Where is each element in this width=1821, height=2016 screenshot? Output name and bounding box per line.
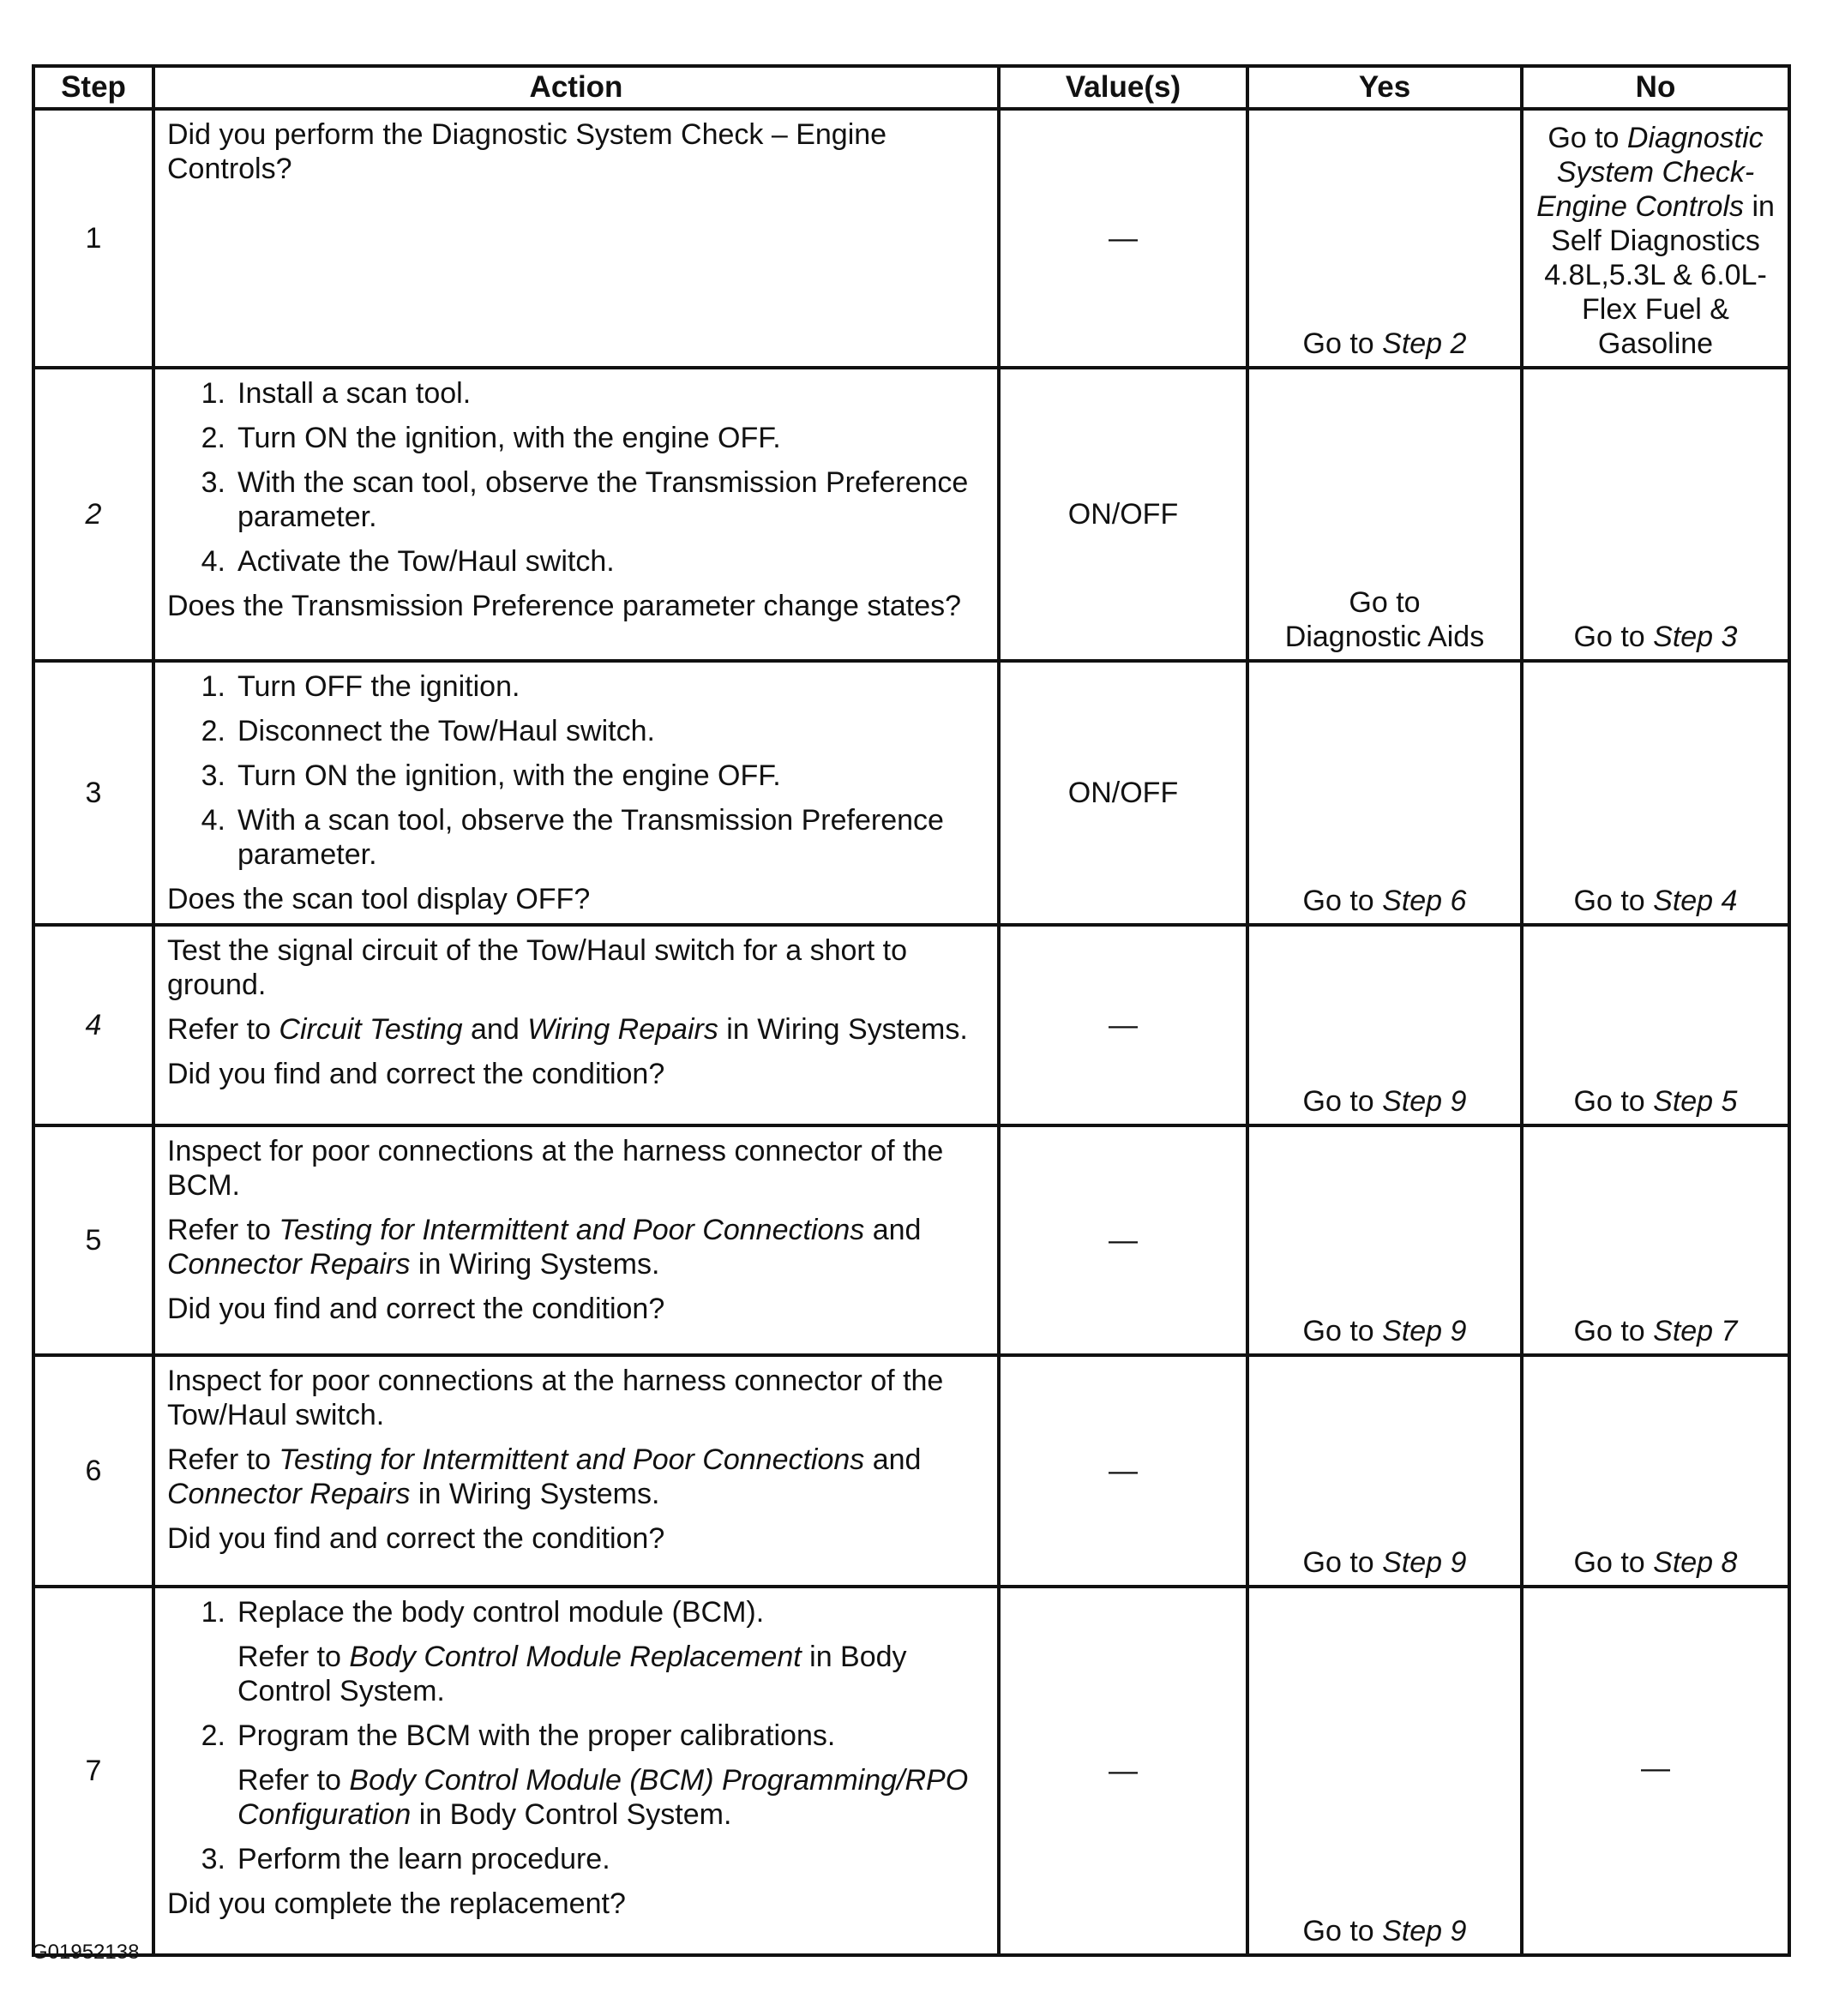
no-cell: [1522, 368, 1789, 661]
table-row: [33, 661, 1789, 925]
connector-repairs-link[interactable]: Connector Repairs: [167, 1478, 411, 1510]
no-prefix: Go to: [1573, 885, 1654, 917]
action-text: Inspect for poor connections at the harness connector of the BCM.: [167, 1135, 944, 1202]
wiring-repairs-link[interactable]: Wiring Repairs: [527, 1013, 718, 1046]
table-row: [33, 109, 1789, 368]
no-suffix: in Self Diagnostics 4.8L,5.3L & 6.0L-Flex Fuel & Gasoline: [1544, 190, 1775, 360]
header-row: [33, 66, 1789, 109]
ref-mid: and: [864, 1443, 922, 1476]
ref-prefix: Refer to: [167, 1443, 279, 1476]
list-item: [167, 669, 989, 704]
list-item: [167, 376, 989, 411]
table-row: [33, 368, 1789, 661]
list-text: Turn ON the ignition, with the engine OFF.: [237, 422, 781, 454]
list-text: With the scan tool, observe the Transmission Preference parameter.: [237, 466, 969, 533]
list-item: [167, 1842, 989, 1876]
list-text: Activate the Tow/Haul switch.: [237, 545, 615, 578]
header-no: No: [1522, 66, 1789, 109]
list-text: [237, 1719, 989, 1832]
list-text: Turn ON the ignition, with the engine OFF.: [237, 759, 781, 792]
step-link[interactable]: Step 9: [1382, 1315, 1467, 1347]
yes-cell: [1247, 925, 1522, 1125]
yes-cell: [1247, 368, 1522, 661]
action-reference: [167, 1213, 989, 1281]
figure-id: G01952138: [32, 1941, 140, 1964]
intermittent-connections-link[interactable]: Testing for Intermittent and Poor Connections: [279, 1443, 865, 1476]
step-number: 7: [33, 1587, 153, 1955]
step-link[interactable]: Step 6: [1382, 885, 1467, 917]
step-instruction: Program the BCM with the proper calibrations.: [237, 1719, 836, 1752]
action-cell: [153, 1355, 999, 1587]
step-number: 2: [33, 368, 153, 661]
value-cell: —: [999, 1125, 1247, 1355]
action-list: [167, 376, 989, 579]
ref-suffix: in Body Control System.: [237, 1641, 907, 1707]
action-question: Did you find and correct the condition?: [167, 1058, 665, 1090]
diagnostic-table: [32, 64, 1791, 1957]
step-number: 4: [33, 925, 153, 1125]
header-step: Step: [33, 66, 153, 109]
step-number: 6: [33, 1355, 153, 1587]
action-reference: [167, 1012, 989, 1047]
list-item: [167, 803, 989, 872]
ref-prefix: Refer to: [167, 1214, 279, 1246]
action-question: Did you complete the replacement?: [167, 1887, 626, 1920]
list-number: 2.: [201, 1719, 225, 1752]
step-link[interactable]: Step 9: [1382, 1085, 1467, 1118]
no-prefix: Go to: [1573, 1546, 1654, 1579]
yes-prefix: Go to: [1302, 885, 1383, 917]
value-cell: —: [999, 1587, 1247, 1955]
no-cell: [1522, 661, 1789, 925]
action-text: Test the signal circuit of the Tow/Haul switch for a short to ground.: [167, 934, 907, 1001]
step-link[interactable]: Step 9: [1382, 1915, 1467, 1947]
list-number: 3.: [201, 759, 225, 792]
value-cell: ON/OFF: [999, 661, 1247, 925]
no-prefix: Go to: [1573, 621, 1654, 653]
table-row: [33, 1355, 1789, 1587]
list-item: [167, 759, 989, 793]
ref-suffix: in Wiring Systems.: [718, 1013, 968, 1046]
list-text: With a scan tool, observe the Transmission Preference parameter.: [237, 804, 944, 871]
yes-prefix: Go to: [1349, 586, 1421, 619]
intermittent-connections-link[interactable]: Testing for Intermittent and Poor Connections: [279, 1214, 865, 1246]
step-number: 3: [33, 661, 153, 925]
step-link[interactable]: Step 2: [1382, 327, 1467, 360]
yes-cell: [1247, 109, 1522, 368]
list-number: 4.: [201, 545, 225, 578]
list-item: [167, 421, 989, 455]
circuit-testing-link[interactable]: Circuit Testing: [279, 1013, 463, 1046]
no-cell: [1522, 1355, 1789, 1587]
value-cell: —: [999, 109, 1247, 368]
list-number: 2.: [201, 422, 225, 454]
yes-prefix: Go to: [1302, 1546, 1383, 1579]
bcm-programming-link[interactable]: Body Control Module (BCM) Programming/RPO Configuration: [237, 1764, 969, 1831]
header-action: Action: [153, 66, 999, 109]
action-question: Did you find and correct the condition?: [167, 1293, 665, 1325]
sub-reference: [237, 1640, 989, 1708]
list-text: [237, 1595, 989, 1708]
list-number: 1.: [201, 377, 225, 410]
list-number: 2.: [201, 715, 225, 747]
list-number: 1.: [201, 1596, 225, 1629]
bcm-replacement-link[interactable]: Body Control Module Replacement: [349, 1641, 802, 1673]
list-text: Install a scan tool.: [237, 377, 472, 410]
step-link[interactable]: Step 9: [1382, 1546, 1467, 1579]
connector-repairs-link[interactable]: Connector Repairs: [167, 1248, 411, 1281]
list-item: [167, 465, 989, 534]
no-cell: [1522, 109, 1789, 368]
yes-prefix: Go to: [1302, 327, 1383, 360]
step-link[interactable]: Step 4: [1653, 885, 1738, 917]
table-row: [33, 1125, 1789, 1355]
action-text: Inspect for poor connections at the harness connector of the Tow/Haul switch.: [167, 1365, 944, 1431]
value-cell: —: [999, 1355, 1247, 1587]
table-row: [33, 925, 1789, 1125]
no-cell: [1522, 925, 1789, 1125]
procedure-link[interactable]: Diagnostic System Check-Engine Controls: [1536, 122, 1764, 223]
no-cell: —: [1522, 1587, 1789, 1955]
action-cell: [153, 925, 999, 1125]
action-list: [167, 1595, 989, 1876]
ref-mid: and: [462, 1013, 528, 1046]
value-cell: —: [999, 925, 1247, 1125]
action-cell: [153, 1125, 999, 1355]
list-text: Perform the learn procedure.: [237, 1843, 610, 1875]
list-number: 1.: [201, 670, 225, 703]
no-prefix: Go to: [1548, 122, 1627, 154]
diagnostic-aids-link[interactable]: Diagnostic Aids: [1284, 621, 1485, 653]
list-number: 4.: [201, 804, 225, 837]
action-cell: [153, 109, 999, 368]
action-question: Does the Transmission Preference parameter change states?: [167, 590, 962, 622]
ref-suffix: in Wiring Systems.: [410, 1478, 660, 1510]
sub-reference: [237, 1763, 989, 1832]
yes-cell: [1247, 1355, 1522, 1587]
yes-cell: [1247, 1587, 1522, 1955]
step-instruction: Replace the body control module (BCM).: [237, 1596, 765, 1629]
step-link[interactable]: Step 3: [1653, 621, 1738, 653]
list-text: Turn OFF the ignition.: [237, 670, 520, 703]
step-number: 5: [33, 1125, 153, 1355]
ref-prefix: Refer to: [237, 1764, 350, 1797]
ref-prefix: Refer to: [167, 1013, 279, 1046]
list-item: [167, 714, 989, 748]
list-item: [167, 1595, 989, 1708]
action-question: Did you find and correct the condition?: [167, 1522, 665, 1555]
action-text: Did you perform the Diagnostic System Check – Engine Controls?: [167, 118, 887, 185]
action-cell: [153, 1587, 999, 1955]
step-link[interactable]: Step 5: [1653, 1085, 1738, 1118]
yes-prefix: Go to: [1302, 1315, 1383, 1347]
action-reference: [167, 1443, 989, 1511]
step-link[interactable]: Step 8: [1653, 1546, 1738, 1579]
step-number: 1: [33, 109, 153, 368]
yes-cell: [1247, 661, 1522, 925]
table-row: [33, 1587, 1789, 1955]
list-item: [167, 544, 989, 579]
step-link[interactable]: Step 7: [1653, 1315, 1738, 1347]
no-cell: [1522, 1125, 1789, 1355]
action-question: Does the scan tool display OFF?: [167, 883, 591, 915]
ref-mid: and: [864, 1214, 922, 1246]
no-prefix: Go to: [1573, 1315, 1654, 1347]
no-prefix: Go to: [1573, 1085, 1654, 1118]
list-text: Disconnect the Tow/Haul switch.: [237, 715, 655, 747]
header-values: Value(s): [999, 66, 1247, 109]
ref-prefix: Refer to: [237, 1641, 350, 1673]
header-yes: Yes: [1247, 66, 1522, 109]
action-cell: [153, 368, 999, 661]
ref-suffix: in Body Control System.: [411, 1798, 732, 1831]
yes-prefix: Go to: [1302, 1085, 1383, 1118]
yes-prefix: Go to: [1302, 1915, 1383, 1947]
value-cell: ON/OFF: [999, 368, 1247, 661]
action-cell: [153, 661, 999, 925]
yes-cell: [1247, 1125, 1522, 1355]
action-list: [167, 669, 989, 872]
list-item: [167, 1719, 989, 1832]
ref-suffix: in Wiring Systems.: [410, 1248, 660, 1281]
list-number: 3.: [201, 1843, 225, 1875]
list-number: 3.: [201, 466, 225, 499]
